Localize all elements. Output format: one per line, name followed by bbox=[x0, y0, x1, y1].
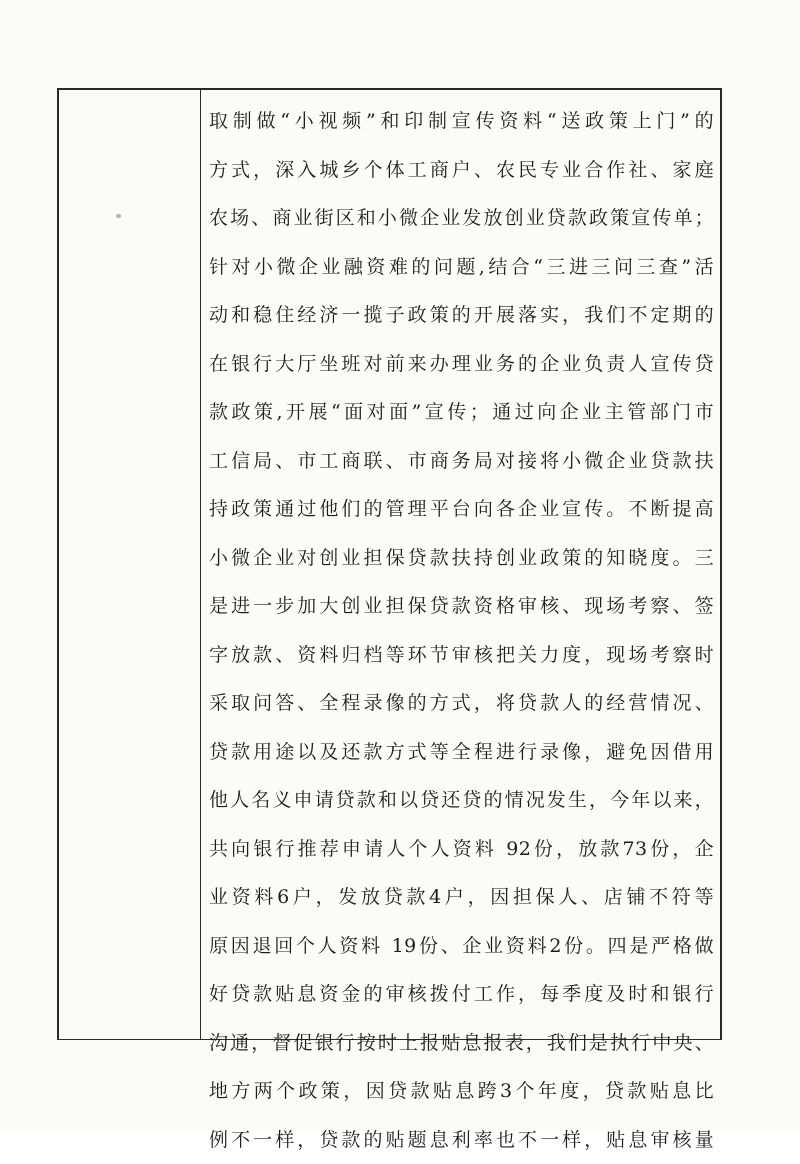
left-label-cell bbox=[59, 90, 199, 1038]
text-line: 方式，深入城乡个体工商户、农民专业合作社、家庭 bbox=[209, 146, 714, 195]
scan-speck bbox=[116, 214, 121, 218]
text-line: 采取问答、全程录像的方式，将贷款人的经营情况、 bbox=[209, 679, 714, 728]
text-line: 工信局、市工商联、市商务局对接将小微企业贷款扶 bbox=[209, 437, 714, 486]
text-line: 针对小微企业融资难的问题,结合“三进三问三查”活 bbox=[209, 243, 714, 292]
text-line: 沟通，督促银行按时上报贴息报表，我们是执行中央、 bbox=[209, 1019, 714, 1068]
text-line: 动和稳住经济一揽子政策的开展落实，我们不定期的 bbox=[209, 291, 714, 340]
text-line: 是进一步加大创业担保贷款资格审核、现场考察、签 bbox=[209, 582, 714, 631]
text-line: 字放款、资料归档等环节审核把关力度，现场考察时 bbox=[209, 631, 714, 680]
text-line: 小微企业对创业担保贷款扶持创业政策的知晓度。三 bbox=[209, 534, 714, 583]
text-line: 地方两个政策，因贷款贴息跨3个年度，贷款贴息比 bbox=[209, 1067, 714, 1116]
text-line: 持政策通过他们的管理平台向各企业宣传。不断提高 bbox=[209, 485, 714, 534]
text-line: 在银行大厅坐班对前来办理业务的企业负责人宣传贷 bbox=[209, 340, 714, 389]
text-line: 农场、商业街区和小微企业发放创业贷款政策宣传单； bbox=[209, 194, 714, 243]
text-line: 原因退回个人资料 19份、企业资料2份。四是严格做 bbox=[209, 922, 714, 971]
text-line: 例不一样，贷款的贴题息利率也不一样，贴息审核量 bbox=[209, 1116, 714, 1164]
text-line: 取制做“小视频”和印制宣传资料“送政策上门”的 bbox=[209, 97, 714, 146]
text-line: 贷款用途以及还款方式等全程进行录像，避免因借用 bbox=[209, 728, 714, 777]
text-line: 好贷款贴息资金的审核拨付工作，每季度及时和银行 bbox=[209, 970, 714, 1019]
text-line: 款政策,开展“面对面”宣传；通过向企业主管部门市 bbox=[209, 388, 714, 437]
content-cell-text bbox=[209, 97, 714, 1164]
text-line: 业资料6户，发放贷款4户，因担保人、店铺不符等 bbox=[209, 873, 714, 922]
column-divider bbox=[200, 88, 201, 1040]
text-line: 共向银行推荐申请人个人资料 92份，放款73份，企 bbox=[209, 825, 714, 874]
text-line: 他人名义申请贷款和以贷还贷的情况发生，今年以来， bbox=[209, 776, 714, 825]
